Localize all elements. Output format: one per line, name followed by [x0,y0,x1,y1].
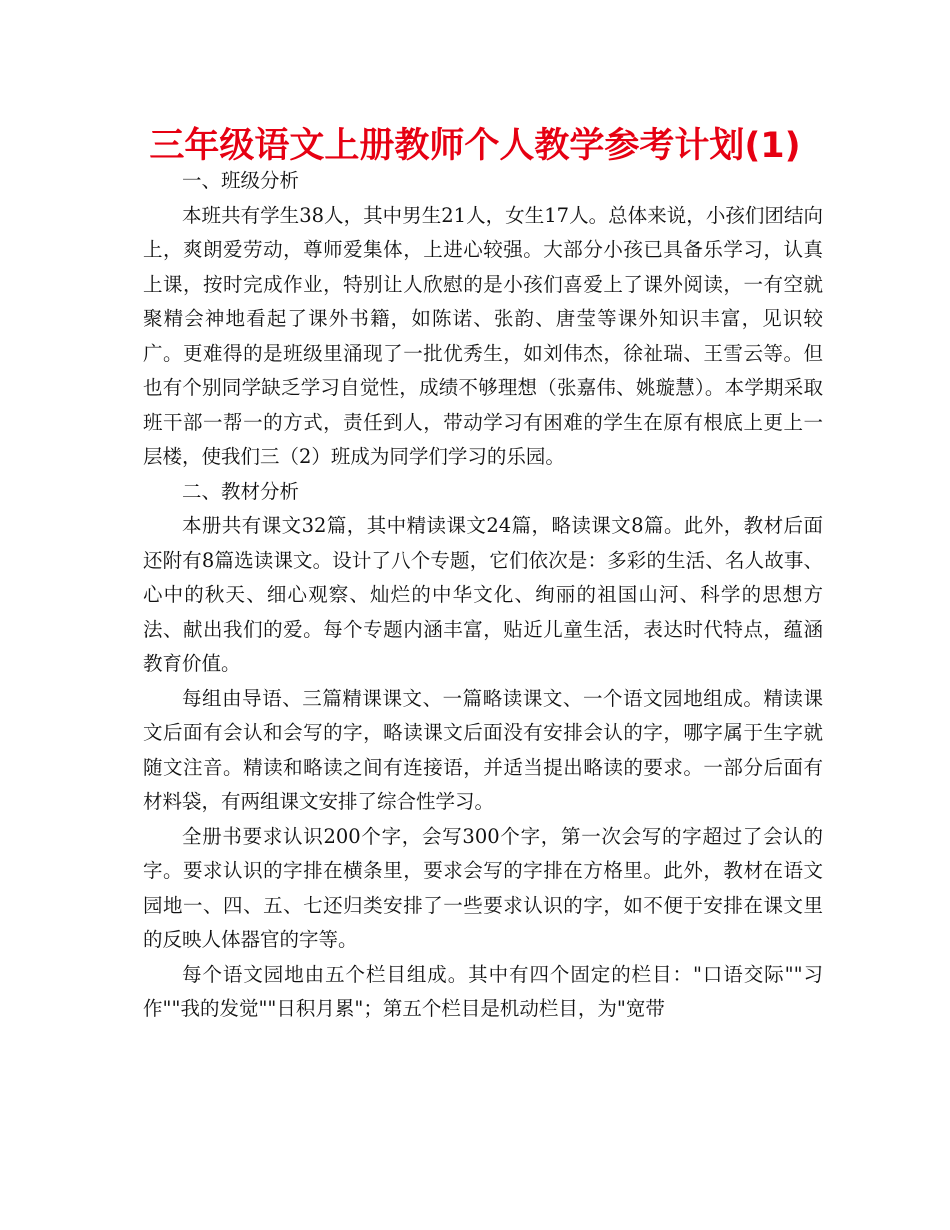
paragraph-character-requirements: 全册书要求认识200个字，会写300个字，第一次会写的字超过了会认的字。要求认识的字排在横条里，要求会写的字排在方格里。此外，教材在语文园地一、四、五、七还归类安排了一些要求认识的字，如不便于安排在课文里的反映人体器官的字等。 [143,824,823,951]
paragraph-class-analysis: 本班共有学生38人，其中男生21人，女生17人。总体来说，小孩们团结向上，爽朗爱劳动，尊师爱集体，上进心较强。大部分小孩已具备乐学习，认真上课，按时完成作业，特别让人欣慰的是小孩们喜爱上了课外阅读，一有空就聚精会神地看起了课外书籍，如陈诺、张韵、唐莹等课外知识丰富，见识较广。更难得的是班级里涌现了一批优秀生，如刘伟杰，徐祉瑞、王雪云等。但也有个别同学缺乏学习自觉性，成绩不够理想（张嘉伟、姚璇慧）。本学期采取班干部一帮一的方式，责任到人，带动学习有困难的学生在原有根底上更上一层楼，使我们三（2）班成为同学们学习的乐园。 [143,203,823,468]
paragraph-language-garden: 每个语文园地由五个栏目组成。其中有四个固定的栏目："口语交际""习作""我的发觉""日积月累"；第五个栏目是机动栏目，为"宽带 [143,962,823,1020]
paragraph-unit-structure: 每组由导语、三篇精课课文、一篇略读课文、一个语文园地组成。精读课文后面有会认和会写的字，略读课文后面没有安排会认的字，哪字属于生字就随文注音。精读和略读之间有连接语，并适当提出略读的要求。一部分后面有材料袋，有两组课文安排了综合性学习。 [143,686,823,813]
section-heading-class-analysis: 一、班级分析 [182,169,300,192]
section-heading-textbook-analysis: 二、教材分析 [182,479,300,503]
document-body [143,164,823,1027]
document-title: 三年级语文上册教师个人教学参考计划(1) [149,126,801,166]
paragraph-textbook-overview: 本册共有课文32篇，其中精读课文24篇，略读课文8篇。此外，教材后面还附有8篇选读课文。设计了八个专题，它们依次是：多彩的生活、名人故事、心中的秋天、细心观察、灿烂的中华文化、绚丽的祖国山河、科学的思想方法、献出我们的爱。每个专题内涵丰富，贴近儿童生活，表达时代特点，蕴涵教育价值。 [143,514,823,675]
